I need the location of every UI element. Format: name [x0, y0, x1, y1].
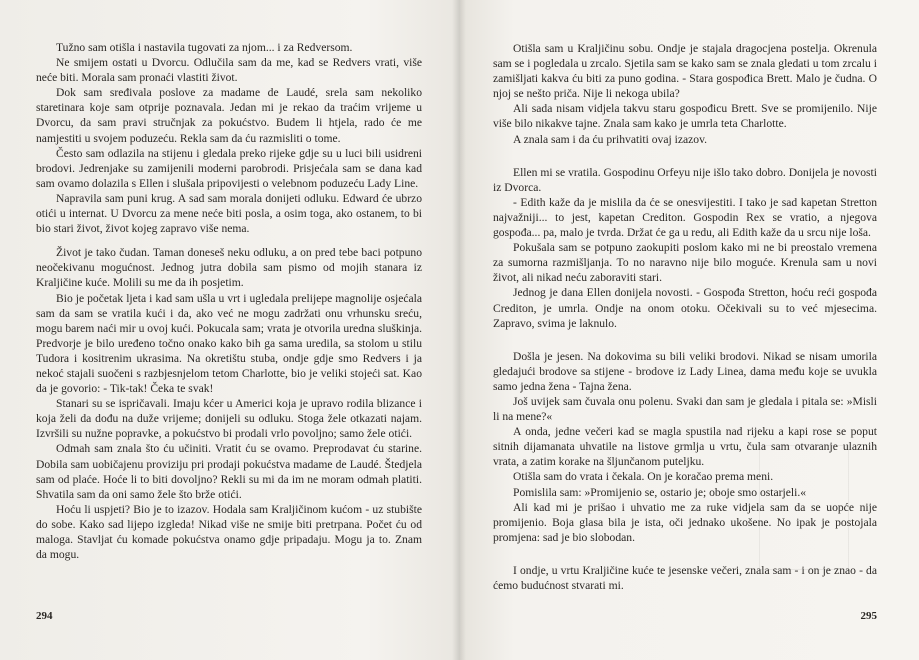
- paragraph: Još uvijek sam čuvala onu polenu. Svaki dan sam je gledala i pitala se: »Misli li na mene?«: [493, 394, 877, 424]
- paragraph: Odmah sam znala što ću učiniti. Vratit ću se ovamo. Preprodavat ću starine. Dobila sam uobičajenu proviziju pri prodaji pokućstva madame de Laudé. Štedjela sam od plaće. Hoće li to biti dovoljno? Rekli su mi da im ne moram odmah platiti. Shvatila sam da oni samo žele što brže otići.: [36, 442, 422, 501]
- paragraph: Stanari su se ispričavali. Imaju kćer u Americi koja je upravo rodila blizance i koja želi da dođu na duže vrijeme; donijeli su odluku. Stoga žele otkazati najam. Izvršili su nužne popravke, a pokućstvo bi prodali vrlo povoljno; samo žele otići.: [36, 397, 422, 441]
- paragraph: Život je tako čudan. Taman doneseš neku odluku, a on pred tebe baci potpuno neočekivanu mogućnost. Jednog jutra dobila sam pismo od mojih stanara iz Kraljičine kuće. Molili su me da ih posjetim.: [36, 246, 422, 290]
- paragraph: A znala sam i da ću prihvatiti ovaj izazov.: [513, 132, 708, 146]
- paragraph: Otišla sam u Kraljičinu sobu. Ondje je stajala dragocjena postelja. Okrenula sam se i pogledala u zrcalo. Sjetila sam se kako sam se znala gledati u tom zrcalu i zamišljati kakva ću biti za puno godina. - Stara gospođica Brett. Malo je čudna. O njoj se nešto priča. Nije li nekoga ubila?: [493, 42, 877, 101]
- left-page-text: [36, 40, 422, 562]
- paragraph: Ne smijem ostati u Dvorcu. Odlučila sam da me, kad se Redvers vrati, više neće biti. Morala sam pronaći vlastiti život.: [36, 56, 422, 85]
- paragraph: Ellen mi se vratila. Gospodinu Orfeyu nije išlo tako dobro. Donijela je novosti iz Dvorca.: [493, 165, 877, 194]
- paragraph: Često sam odlazila na stijenu i gledala preko rijeke gdje su u luci bili usidreni brodovi. Jedrenjake su zamijenili moderni parobrodi. Prisjećala sam se dana kad sam ovamo dolazila s Ellen i slušala pripovijesti o velebnom poduzeću Lady Line.: [36, 146, 422, 190]
- paragraph: I ondje, u vrtu Kraljičine kuće te jesenske večeri, znala sam - i on je znao - da ćemo budućnost stvarati mi.: [493, 563, 877, 592]
- book-gutter: [452, 0, 466, 660]
- paragraph: Hoću li uspjeti? Bio je to izazov. Hodala sam Kraljičinom kućom - uz stubište do sobe. Kako sad lijepo izgleda! Nikad više ne smije biti pretrpana. Počet ću od maloga. Stavljat ću komade pokućstva onamo gdje pripadaju. Mogu ja to. Znam da mogu.: [36, 502, 422, 562]
- left-page: [0, 0, 459, 660]
- paragraph: Ali kad mi je prišao i uhvatio me za ruke vidjela sam da se uopće nije promijenio. Boja glasa bila je ista, oči jednako ukošene. No ipak je postojala promjena: sad je bio slobodan.: [493, 500, 877, 544]
- paragraph: Tužno sam otišla i nastavila tugovati za njom... i za Redversom.: [56, 41, 353, 54]
- page-number: 294: [36, 610, 53, 622]
- paragraph: Pokušala sam se potpuno zaokupiti poslom kako mi ne bi preostalo vremena za sumorna razmišljanja. To no naravno nije bilo moguće. Krenula sam u novi život, ali nikad neću zaboraviti stari.: [493, 241, 877, 285]
- show-through-mark: [759, 445, 849, 570]
- paragraph: A onda, jedne večeri kad se magla spustila nad rijeku a kapi rose se poput sitnih dijamanata uhvatile na listove grmlja u vrtu, čula sam otvaranje ulaznih vrata, a zatim korake na šljunčanom puteljku.: [493, 425, 877, 469]
- page-number: 295: [860, 610, 877, 622]
- right-page: [459, 0, 919, 660]
- paragraph: Napravila sam puni krug. A sad sam morala donijeti odluku. Edward će ubrzo otići u internat. U Dvorcu za mene neće biti posla, a osim toga, ako ostanem, to bi bio stari život, život kojeg zapravo više nema.: [36, 191, 422, 236]
- paragraph: Dok sam sređivala poslove za madame de Laudé, srela sam nekoliko staretinara koje sam otprije poznavala. Jedan mi je rekao da traćim vrijeme u Dvorcu, da sam pravi stručnjak za pokućstvo. Budem li htjela, rado će me namjestiti u svojem poduzeću. Rekla sam da ću razmisliti o tome.: [36, 86, 422, 145]
- paragraph: Došla je jesen. Na dokovima su bili veliki brodovi. Nikad se nisam umorila gledajući brodove sa stijene - brodove iz Lady Linea, dama među koje se uvukla samo jedna žena - Tajna žena.: [493, 349, 877, 393]
- paragraph: - Edith kaže da je mislila da će se onesvijestiti. I tako je sad kapetan Stretton najvažniji... to jest, kapetan Crediton. Gospodin Rex se vratio, a njegova gospođa... pa, malo je tvrda. Držat će ga u redu, ali Edith kaže da u srcu nije loša.: [493, 195, 877, 240]
- paragraph: Ali sada nisam vidjela takvu staru gospođicu Brett. Sve se promijenilo. Nije više bilo nikakve tajne. Znala sam kako je umrla teta Charlotte.: [493, 102, 877, 131]
- paragraph: Jednog je dana Ellen donijela novosti. - Gospođa Stretton, hoću reći gospođa Crediton, je umrla. Ondje na onom otoku. Očekivali su to već mjesecima. Zapravo, svima je laknulo.: [493, 286, 877, 330]
- paragraph: Bio je početak ljeta i kad sam ušla u vrt i ugledala prelijepe magnolije osjećala sam da sam se vratila kući i da, ako već ne mogu zadržati onu vrhunsku sreću, mogu barem naći mir u ovoj kući. Pokucala sam; vrata je otvorila uredna sluškinja. Predvorje je bilo uređeno točno onako kako bih ga sama uredila, sa stolom u stilu Tudora i kositrenim ukrasima. Na okretištu stuba, ondje gdje smo Redvers i ja nekoć stajali suočeni s razbjesnjelom tetom Charlotte, bio je veliki stojeći sat. Kao da je govorio: - Tik-tak! Čeka te svak!: [36, 291, 422, 396]
- paragraph: Pomislila sam: »Promijenio se, ostario je; oboje smo ostarjeli.«: [513, 485, 807, 499]
- paragraph: Otišla sam do vrata i čekala. On je koračao prema meni.: [513, 470, 774, 484]
